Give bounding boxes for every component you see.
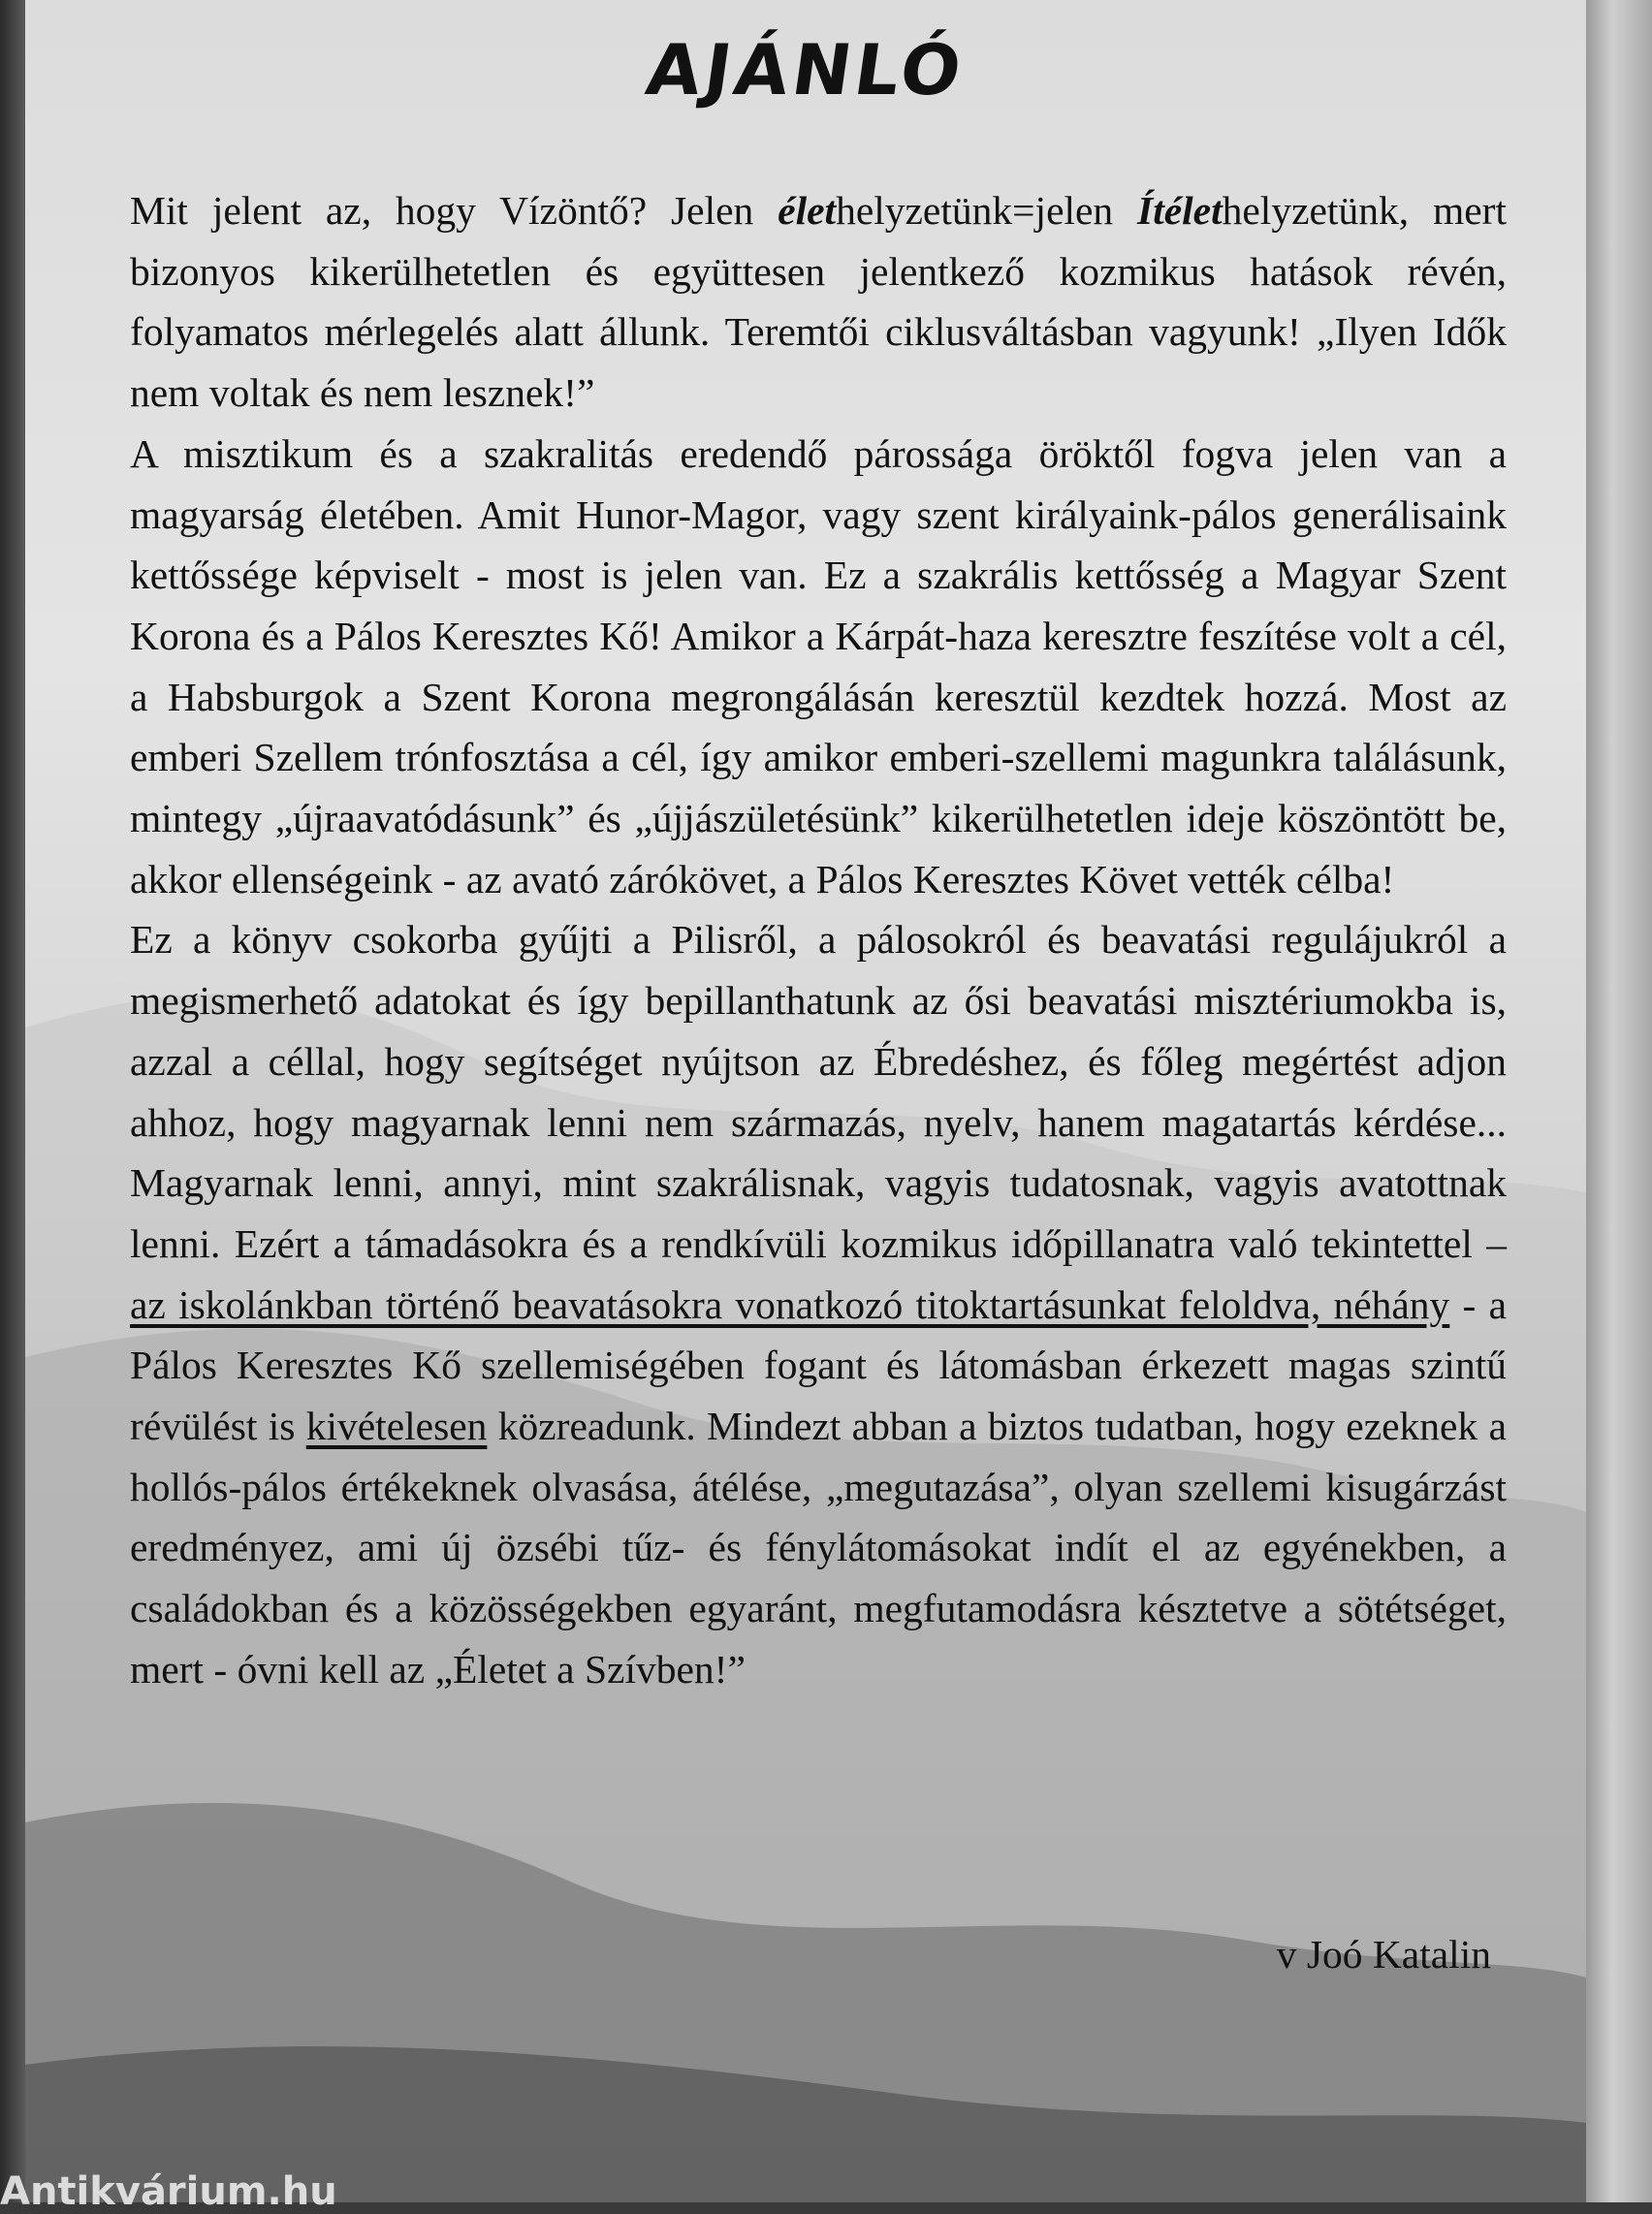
- paragraph-3-text-c: közreadunk. Mindezt abban a biztos tudatban, hogy ezeknek a hollós-pálos értékeknek olvasása, átélése, „megutazása”, olyan szellemi kisugárzást eredményez, ami új özsébi tűz- és fénylátomásokat indít el az egyénekben, a családokban és a közösségekben egyaránt, megfutamodásra késztetve a sötétséget, mert - óvni kell az „Életet a Szívben!”: [130, 1404, 1507, 1692]
- book-page: [25, 0, 1586, 2202]
- underlined-phrase-1: az iskolánkban történő beavatásokra vonatkozó titoktartásunkat feloldva, néhány: [130, 1281, 1450, 1327]
- emphasis-itelet: Ítélet: [1137, 188, 1223, 233]
- right-page-edge: [1586, 0, 1652, 2202]
- paragraph-1-text-c: helyzetünk, mert bizonyos kikerülhetetlen és együttesen jelentkező kozmikus hatások révén, folyamatos mérlegelés alatt állunk. Teremtői ciklusváltásban vagyunk! „Ilyen Idők nem voltak és nem lesznek!”: [130, 188, 1507, 416]
- body-text: [130, 180, 1507, 1700]
- emphasis-elet: élet: [778, 188, 837, 233]
- paragraph-1-text-a: Mit jelent az, hogy Vízöntő? Jelen: [130, 188, 778, 233]
- page-title: AJÁNLÓ: [641, 29, 970, 111]
- underlined-phrase-2: kivételesen: [305, 1404, 488, 1449]
- paragraph-3-text-b: - a Pálos Keresztes Kő szellemiségében fogant és látomásban érkezett magas szintű révülést is: [130, 1281, 1507, 1449]
- watermark: Antikvárium.hu: [0, 2169, 337, 2214]
- paragraph-1: [130, 180, 1507, 424]
- signature: v Joó Katalin: [1276, 1932, 1491, 1977]
- left-page-edge: [0, 0, 25, 2202]
- paragraph-3-text-a: Ez a könyv csokorba gyűjti a Pilisről, a pálosokról és beavatási regulájukról a megismerhető adatokat és így bepillanthatunk az ősi beavatási misztériumokba is, azzal a céllal, hogy segítséget nyújtson az Ébredéshez, és főleg megértést adjon ahhoz, hogy magyarnak lenni nem származás, nyelv, hanem magatartás kérdése... Magyarnak lenni, annyi, mint szakrálisnak, vagyis tudatosnak, vagyis avatottnak lenni. Ezért a támadásokra és a rendkívüli kozmikus időpillanatra való tekintettel –: [130, 917, 1507, 1266]
- paragraph-2: A misztikum és a szakralitás eredendő párossága öröktől fogva jelen van a magyarság életében. Amit Hunor-Magor, vagy szent királyaink-pálos generálisaink kettőssége képviselt - most is jelen van. Ez a szakrális kettősség a Magyar Szent Korona és a Pálos Keresztes Kő! Amikor a Kárpát-haza keresztre feszítése volt a cél, a Habsburgok a Szent Korona megrongálásán keresztül kezdtek hozzá. Most az emberi Szellem trónfosztása a cél, így amikor emberi-szellemi magunkra találásunk, mintegy „újraavatódásunk” és „újjászületésünk” kikerülhetetlen ideje köszöntött be, akkor ellenségeink - az avató zárókövet, a Pálos Keresztes Követ vették célba!: [130, 430, 1507, 901]
- paragraph-3: [130, 909, 1507, 1699]
- paragraph-1-text-b: helyzetünk=jelen: [836, 188, 1138, 233]
